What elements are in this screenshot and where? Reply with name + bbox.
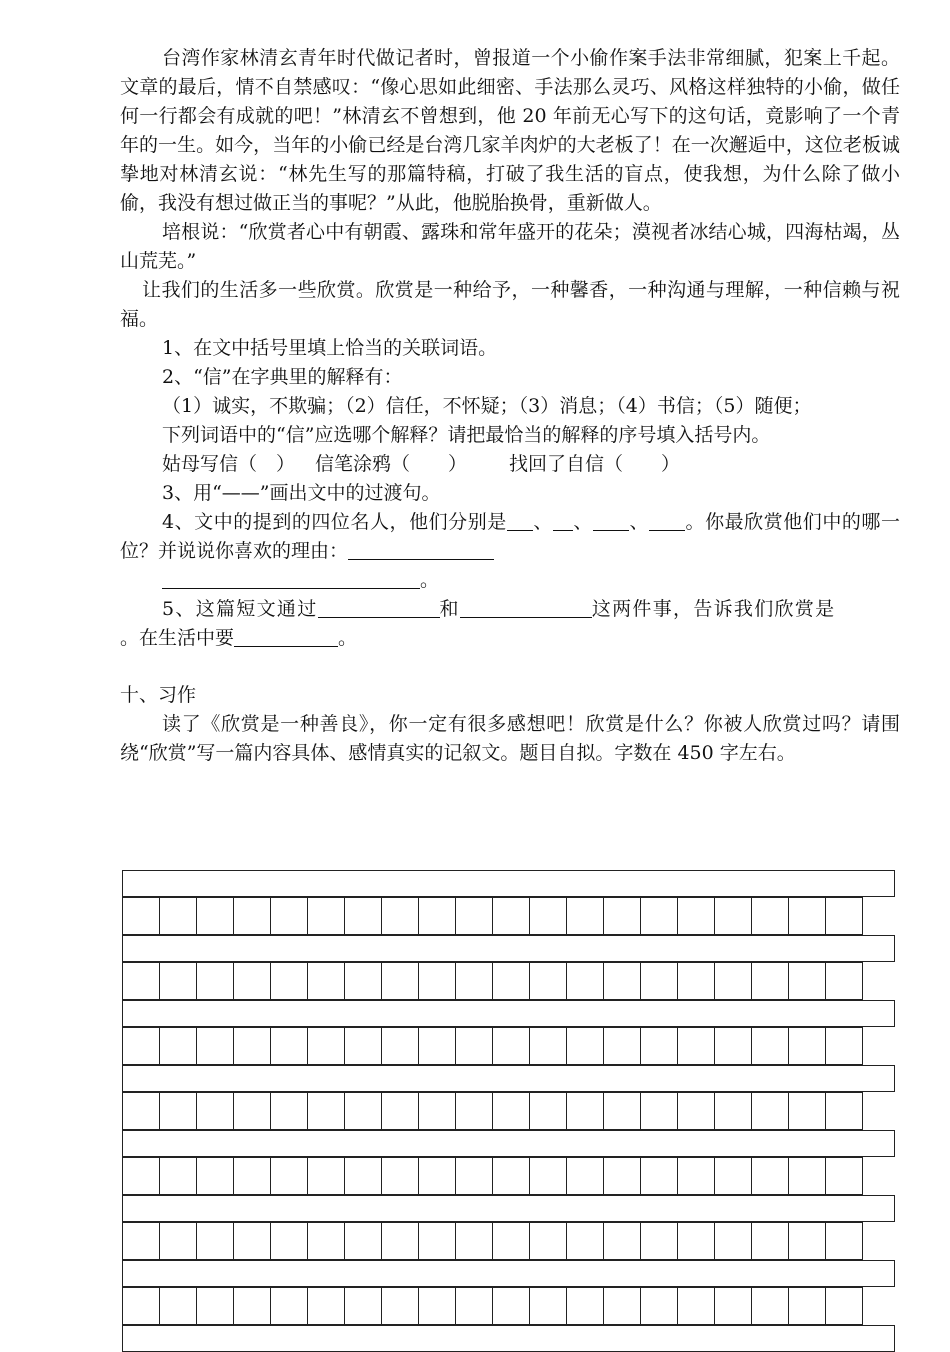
grid-row — [122, 897, 895, 935]
grid-cell[interactable] — [529, 1287, 567, 1325]
grid-cell[interactable] — [825, 962, 863, 1000]
grid-cell[interactable] — [418, 897, 456, 935]
grid-cell[interactable] — [788, 1092, 826, 1130]
grid-cell[interactable] — [418, 1092, 456, 1130]
answer-blank[interactable] — [318, 597, 440, 618]
grid-cell[interactable] — [751, 1287, 789, 1325]
writing-grid[interactable] — [122, 870, 895, 1352]
grid-cell[interactable] — [122, 1027, 160, 1065]
grid-row — [122, 1287, 895, 1325]
section-10-heading: 十、习作 — [120, 684, 197, 706]
q4-text-b: 。你最欣赏他们中的哪一位？并说说你喜欢的理由： — [120, 511, 900, 562]
grid-cell[interactable] — [307, 1157, 345, 1195]
grid-cell[interactable] — [196, 1157, 234, 1195]
grid-cell[interactable] — [344, 1287, 382, 1325]
grid-cell[interactable] — [270, 1287, 308, 1325]
grid-cell[interactable] — [381, 1092, 419, 1130]
grid-cell[interactable] — [825, 1287, 863, 1325]
grid-cell[interactable] — [603, 1027, 641, 1065]
grid-cell[interactable] — [566, 897, 604, 935]
grid-cell[interactable] — [788, 1157, 826, 1195]
grid-cell[interactable] — [418, 962, 456, 1000]
grid-cell[interactable] — [344, 1092, 382, 1130]
grid-cell[interactable] — [640, 897, 678, 935]
grid-cell[interactable] — [233, 1287, 271, 1325]
grid-cell[interactable] — [751, 897, 789, 935]
grid-cell[interactable] — [159, 1157, 197, 1195]
grid-cell[interactable] — [492, 1222, 530, 1260]
grid-cell[interactable] — [492, 897, 530, 935]
grid-cell[interactable] — [270, 897, 308, 935]
grid-cell[interactable] — [418, 1027, 456, 1065]
grid-cell[interactable] — [344, 962, 382, 1000]
grid-cell[interactable] — [677, 1027, 715, 1065]
grid-cell[interactable] — [751, 1027, 789, 1065]
question-2-items — [120, 450, 900, 479]
grid-cell[interactable] — [159, 1287, 197, 1325]
grid-cell[interactable] — [714, 1157, 752, 1195]
grid-cell[interactable] — [381, 1222, 419, 1260]
grid-cell[interactable] — [381, 1157, 419, 1195]
grid-cell[interactable] — [455, 1092, 493, 1130]
grid-cell[interactable] — [381, 1287, 419, 1325]
grid-cell[interactable] — [455, 897, 493, 935]
grid-cell[interactable] — [196, 1092, 234, 1130]
q2-item-1: 姑母写信（ ） — [162, 453, 296, 475]
grid-cell[interactable] — [529, 1092, 567, 1130]
grid-cell[interactable] — [122, 962, 160, 1000]
grid-cell[interactable] — [714, 1092, 752, 1130]
passage-paragraph-2: 培根说：“欣赏者心中有朝霞、露珠和常年盛开的花朵；漠视者冰结心城，四海枯竭，丛山荒芜。” — [120, 221, 900, 272]
grid-cell[interactable] — [307, 1222, 345, 1260]
grid-cell[interactable] — [344, 1027, 382, 1065]
spacer — [120, 653, 900, 681]
grid-cell[interactable] — [529, 962, 567, 1000]
q5-text-b: 和 — [439, 598, 460, 620]
separator: 、 — [628, 511, 650, 533]
grid-cell[interactable] — [603, 897, 641, 935]
grid-cell[interactable] — [825, 1092, 863, 1130]
grid-cell[interactable] — [492, 1027, 530, 1065]
answer-blank[interactable] — [649, 510, 685, 531]
grid-cell[interactable] — [566, 962, 604, 1000]
section-10-prompt: 读了《欣赏是一种善良》，你一定有很多感想吧！欣赏是什么？你被人欣赏过吗？请围绕“欣赏”写一篇内容具体、感情真实的记叙文。题目自拟。字数在 450 字左右。 — [120, 713, 900, 764]
question-5-continued — [120, 624, 900, 653]
worksheet-text — [120, 44, 900, 768]
grid-cell[interactable] — [307, 962, 345, 1000]
grid-cell[interactable] — [714, 962, 752, 1000]
grid-separator-band — [122, 870, 895, 897]
grid-cell[interactable] — [196, 897, 234, 935]
q5-end: 。 — [338, 627, 358, 649]
grid-cell[interactable] — [233, 1027, 271, 1065]
grid-cell[interactable] — [751, 1092, 789, 1130]
grid-cell[interactable] — [492, 1092, 530, 1130]
grid-cell[interactable] — [159, 897, 197, 935]
grid-cell[interactable] — [307, 1027, 345, 1065]
grid-cell[interactable] — [122, 1222, 160, 1260]
grid-cell[interactable] — [122, 1287, 160, 1325]
grid-cell[interactable] — [677, 1222, 715, 1260]
grid-cell[interactable] — [418, 1287, 456, 1325]
grid-cell[interactable] — [825, 1157, 863, 1195]
q2-item-3: 找回了自信（ ） — [509, 453, 681, 475]
grid-cell[interactable] — [640, 1157, 678, 1195]
grid-cell[interactable] — [566, 1287, 604, 1325]
grid-cell[interactable] — [122, 897, 160, 935]
grid-cell[interactable] — [344, 1222, 382, 1260]
grid-cell[interactable] — [751, 962, 789, 1000]
passage-paragraph-1: 台湾作家林清玄青年时代做记者时，曾报道一个小偷作案手法非常细腻，犯案上千起。文章的最后，情不自禁感叹：“像心思如此细密、手法那么灵巧、风格这样独特的小偷，做任何一行都会有成就的吧！”林清玄不曾想到，他 20 年前无心写下的这句话，竟影响了一个青年的一生。如今，当年的小偷已经是台湾几家羊肉炉的大老板了！在一次邂逅中，这位老板诚挚地对林清玄说：“林先生写的那篇特稿，打破了我生活的盲点，使我想，为什么除了做小偷，我没有想过做正当的事呢？”从此，他脱胎换骨，重新做人。 — [120, 47, 900, 214]
grid-cell[interactable] — [492, 1157, 530, 1195]
grid-cell[interactable] — [677, 962, 715, 1000]
grid-separator-band — [122, 935, 895, 962]
grid-cell[interactable] — [196, 1287, 234, 1325]
question-2-title: 2、“信”在字典里的解释有： — [162, 366, 403, 388]
grid-cell[interactable] — [455, 962, 493, 1000]
grid-cell[interactable] — [714, 897, 752, 935]
grid-cell[interactable] — [159, 1092, 197, 1130]
q2-item-2: 信笔涂鸦（ ） — [315, 453, 468, 475]
q4-end: 。 — [420, 569, 440, 591]
grid-cell[interactable] — [603, 1222, 641, 1260]
q5-text-d: 。在生活中要 — [120, 627, 235, 649]
grid-cell[interactable] — [418, 1157, 456, 1195]
grid-row — [122, 1027, 895, 1065]
grid-cell[interactable] — [677, 897, 715, 935]
q5-text-a: 5、这篇短文通过 — [162, 598, 318, 620]
grid-cell[interactable] — [714, 1222, 752, 1260]
grid-cell[interactable] — [196, 1027, 234, 1065]
grid-cell[interactable] — [603, 1157, 641, 1195]
grid-cell[interactable] — [233, 1222, 271, 1260]
grid-row — [122, 962, 895, 1000]
grid-cell[interactable] — [603, 1287, 641, 1325]
grid-cell[interactable] — [566, 1222, 604, 1260]
grid-cell[interactable] — [270, 1027, 308, 1065]
grid-cell[interactable] — [677, 1287, 715, 1325]
answer-blank[interactable] — [348, 539, 494, 560]
grid-cell[interactable] — [307, 1287, 345, 1325]
grid-cell[interactable] — [714, 1027, 752, 1065]
grid-cell[interactable] — [640, 1222, 678, 1260]
answer-blank[interactable] — [460, 597, 592, 618]
grid-row — [122, 1222, 895, 1260]
question-3: 3、用“——”画出文中的过渡句。 — [162, 482, 441, 504]
grid-cell[interactable] — [307, 897, 345, 935]
grid-separator-band — [122, 1195, 895, 1222]
grid-row — [122, 1157, 895, 1195]
grid-cell[interactable] — [603, 1092, 641, 1130]
grid-cell[interactable] — [122, 1092, 160, 1130]
grid-cell[interactable] — [529, 1222, 567, 1260]
answer-blank[interactable] — [234, 626, 338, 647]
grid-cell[interactable] — [529, 1157, 567, 1195]
grid-cell[interactable] — [788, 962, 826, 1000]
answer-blank[interactable] — [593, 510, 629, 531]
grid-cell[interactable] — [270, 962, 308, 1000]
grid-cell[interactable] — [270, 1222, 308, 1260]
question-1: 1、在文中括号里填上恰当的关联词语。 — [162, 337, 498, 359]
grid-separator-band — [122, 1260, 895, 1287]
grid-cell[interactable] — [640, 1287, 678, 1325]
grid-cell[interactable] — [233, 1157, 271, 1195]
q5-text-c: 这两件事，告诉我们欣赏是 — [591, 598, 836, 620]
grid-cell[interactable] — [640, 1092, 678, 1130]
grid-cell[interactable] — [640, 962, 678, 1000]
grid-cell[interactable] — [788, 897, 826, 935]
grid-row — [122, 1092, 895, 1130]
question-2-options: （1）诚实，不欺骗；（2）信任，不怀疑；（3）消息；（4）书信；（5）随便； — [162, 395, 812, 417]
grid-cell[interactable] — [455, 1287, 493, 1325]
grid-cell[interactable] — [492, 962, 530, 1000]
grid-cell[interactable] — [788, 1027, 826, 1065]
grid-cell[interactable] — [492, 1287, 530, 1325]
grid-cell[interactable] — [603, 962, 641, 1000]
grid-cell[interactable] — [381, 962, 419, 1000]
grid-cell[interactable] — [159, 962, 197, 1000]
grid-cell[interactable] — [529, 1027, 567, 1065]
grid-cell[interactable] — [566, 1027, 604, 1065]
grid-cell[interactable] — [825, 897, 863, 935]
grid-cell[interactable] — [381, 1027, 419, 1065]
grid-cell[interactable] — [307, 1092, 345, 1130]
grid-separator-band — [122, 1000, 895, 1027]
q4-text-a: 4、文中的提到的四位名人，他们分别是 — [162, 511, 507, 533]
grid-cell[interactable] — [455, 1027, 493, 1065]
grid-cell[interactable] — [344, 1157, 382, 1195]
grid-separator-band — [122, 1065, 895, 1092]
grid-cell[interactable] — [455, 1157, 493, 1195]
grid-cell[interactable] — [270, 1157, 308, 1195]
grid-cell[interactable] — [196, 1222, 234, 1260]
grid-cell[interactable] — [566, 1092, 604, 1130]
grid-cell[interactable] — [159, 1027, 197, 1065]
grid-cell[interactable] — [196, 962, 234, 1000]
grid-cell[interactable] — [751, 1157, 789, 1195]
grid-cell[interactable] — [677, 1157, 715, 1195]
grid-cell[interactable] — [233, 962, 271, 1000]
grid-separator-band — [122, 1325, 895, 1352]
grid-cell[interactable] — [566, 1157, 604, 1195]
separator: 、 — [572, 511, 593, 533]
question-5 — [120, 595, 900, 624]
question-2-prompt: 下列词语中的“信”应选哪个解释？请把最恰当的解释的序号填入括号内。 — [162, 424, 771, 446]
grid-cell[interactable] — [381, 897, 419, 935]
grid-cell[interactable] — [455, 1222, 493, 1260]
answer-blank[interactable] — [507, 510, 533, 531]
grid-cell[interactable] — [159, 1222, 197, 1260]
grid-cell[interactable] — [714, 1287, 752, 1325]
grid-cell[interactable] — [122, 1157, 160, 1195]
separator: 、 — [532, 511, 553, 533]
grid-cell[interactable] — [529, 897, 567, 935]
grid-cell[interactable] — [270, 1092, 308, 1130]
grid-cell[interactable] — [344, 897, 382, 935]
grid-cell[interactable] — [788, 1287, 826, 1325]
answer-blank[interactable] — [162, 568, 420, 589]
passage-paragraph-3: 让我们的生活多一些欣赏。欣赏是一种给予，一种馨香，一种沟通与理解，一种信赖与祝福。 — [120, 279, 900, 330]
question-4-continued — [120, 566, 900, 595]
grid-cell[interactable] — [825, 1222, 863, 1260]
grid-cell[interactable] — [418, 1222, 456, 1260]
grid-cell[interactable] — [825, 1027, 863, 1065]
grid-cell[interactable] — [751, 1222, 789, 1260]
grid-cell[interactable] — [233, 1092, 271, 1130]
question-4 — [120, 508, 900, 566]
grid-cell[interactable] — [677, 1092, 715, 1130]
grid-cell[interactable] — [788, 1222, 826, 1260]
grid-cell[interactable] — [233, 897, 271, 935]
grid-cell[interactable] — [640, 1027, 678, 1065]
grid-separator-band — [122, 1130, 895, 1157]
answer-blank[interactable] — [553, 510, 573, 531]
